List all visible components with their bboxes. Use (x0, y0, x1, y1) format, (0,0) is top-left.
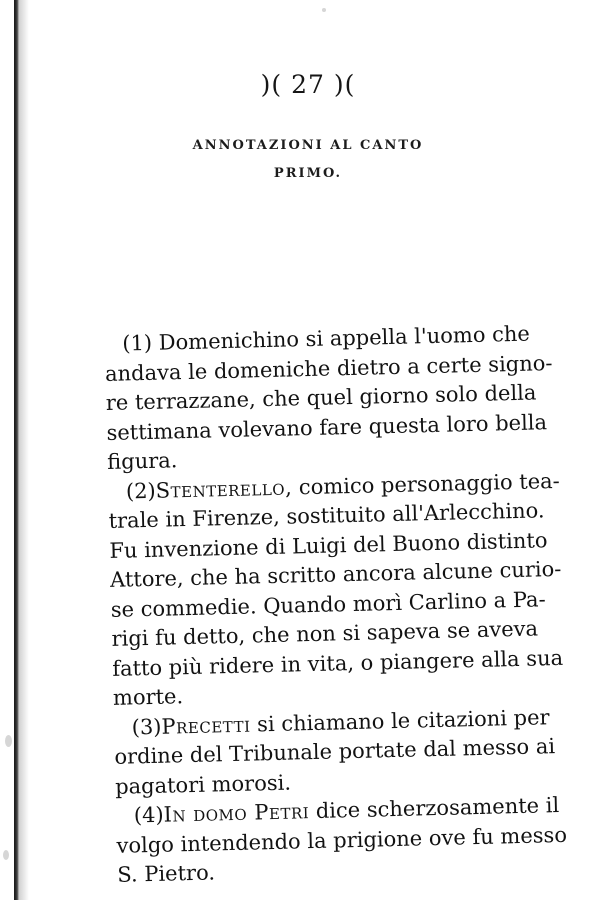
annotations-body (104, 320, 568, 891)
binding-shadow (19, 0, 29, 900)
note-marker: (3) (131, 714, 162, 739)
page-stain (5, 735, 12, 747)
note-line: fatto più ridere in vita, o piangere alla sua (111, 645, 564, 681)
note-line: pagatori morosi. (114, 770, 292, 799)
note-keyword: Precetti (161, 712, 251, 739)
section-title: ANNOTAZIONI AL CANTO (192, 138, 424, 153)
note-line: se commedie. Quando morì Carlino a Pa- (110, 586, 546, 622)
annotation-note (104, 320, 553, 478)
note-marker: (2) (125, 478, 156, 504)
note-text: comico personaggio tea- (291, 468, 560, 499)
note-line: rigi fu detto, che non si sapeva se aveva (111, 616, 539, 651)
annotation-note (113, 703, 556, 802)
note-line: figura. (106, 448, 178, 474)
page-stain (322, 8, 326, 12)
annotation-note (108, 467, 564, 713)
note-marker: (1) (122, 330, 153, 356)
note-text: si chiamano le citazioni per (250, 704, 550, 737)
note-line: settimana volevano fare questa loro bella (106, 409, 548, 445)
note-line: morte. (112, 684, 184, 710)
note-line: S. Pietro. (117, 860, 216, 887)
note-line: re terrazzane, che quel giorno solo della (105, 380, 537, 415)
note-keyword: In domo Petri (163, 799, 310, 827)
annotation-note (116, 792, 568, 891)
note-line: Fu invenzione di Luigi del Buono distinto (109, 527, 548, 563)
note-line: trale in Firenze, sostituito all'Arlecchino. (108, 498, 545, 533)
note-line: volgo intendendo la prigione ove fu messo (116, 822, 568, 858)
section-subtitle: PRIMO. (273, 166, 343, 181)
note-line: andava le domeniche dietro a certe signo- (104, 350, 553, 386)
note-text: Domenichino si appella l'uomo che (158, 321, 531, 355)
note-keyword: Stenterello, (155, 474, 293, 503)
note-line: Attore, che ha scritto ancora alcune curio- (109, 556, 562, 592)
note-text: dice scherzosamente il (308, 793, 560, 824)
note-line: ordine del Tribunale portate dal messo ai (114, 734, 556, 769)
page-number: )( 27 )( (260, 70, 356, 99)
note-marker: (4) (133, 802, 164, 828)
page-stain (3, 850, 9, 860)
